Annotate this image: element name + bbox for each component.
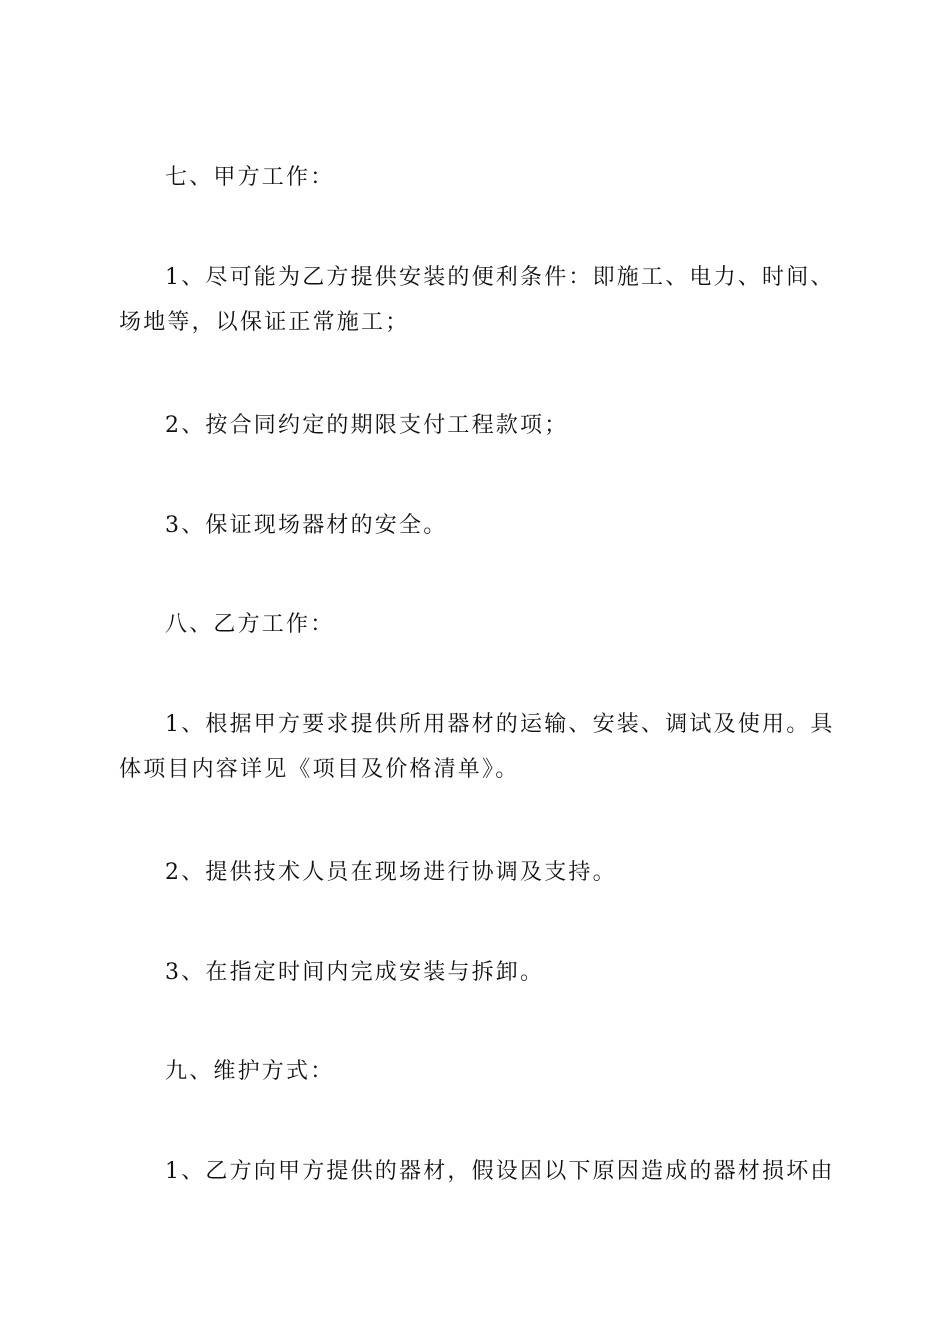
section-heading-party-a-work: 七、甲方工作：	[165, 165, 335, 190]
party-a-item-3: 3、保证现场器材的安全。	[165, 513, 448, 538]
party-b-item-1: 1、根据甲方要求提供所用器材的运输、安装、调试及使用。具体项目内容详见《项目及价格清单》。	[119, 712, 835, 782]
party-b-item-2: 2、提供技术人员在现场进行协调及支持。	[165, 860, 617, 885]
maintenance-item-1: 1、乙方向甲方提供的器材，假设因以下原因造成的器材损坏由	[165, 1159, 835, 1184]
section-heading-party-b-work: 八、乙方工作：	[165, 612, 335, 637]
section-heading-maintenance: 九、维护方式：	[165, 1059, 335, 1084]
party-b-item-3: 3、在指定时间内完成安装与拆卸。	[165, 960, 545, 985]
party-a-item-2: 2、按合同约定的期限支付工程款项；	[165, 413, 569, 438]
party-a-item-1: 1、尽可能为乙方提供安装的便利条件：即施工、电力、时间、场地等，以保证正常施工；	[119, 265, 835, 335]
